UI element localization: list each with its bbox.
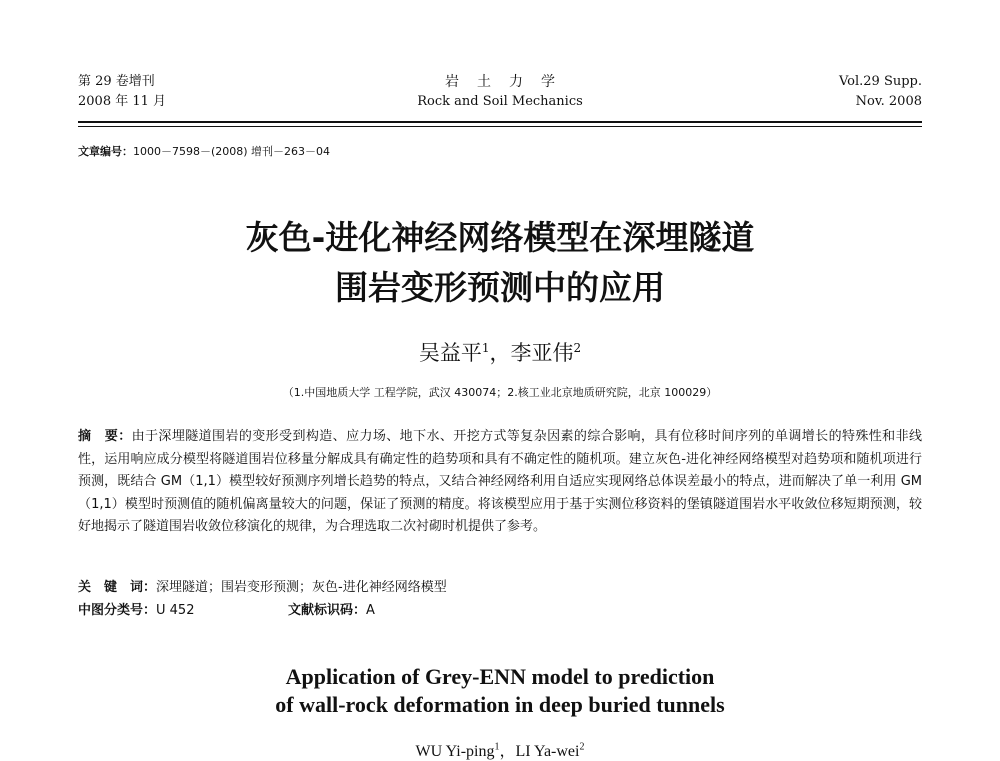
classification-value: U 452 bbox=[156, 603, 195, 618]
journal-header bbox=[78, 70, 922, 114]
en-author-1-sup: 1 bbox=[494, 741, 500, 753]
title-line-2: 围岩变形预测中的应用 bbox=[335, 268, 665, 307]
classification bbox=[78, 599, 922, 618]
author-2: 李亚伟 bbox=[510, 341, 574, 365]
en-author-2-sup: 2 bbox=[579, 741, 585, 753]
title-line-1: 灰色-进化神经网络模型在深埋隧道 bbox=[245, 218, 755, 257]
keywords-label: 关 键 词： bbox=[78, 580, 157, 595]
journal-name-cn: 岩土力学 bbox=[445, 74, 573, 90]
authors-en bbox=[78, 738, 922, 761]
abstract-text: 由于深埋隧道围岩的变形受到构造、应力场、地下水、开挖方式等复杂因素的综合影响，具有位移时间序列的单调增长的特殊性和非线性，运用响应成分模型将隧道围岩位移量分解成具有确定性的趋势项和具有不确定性的随机项。建立灰色-进化神经网络模型对趋势项和随机项进行预测，既结合 GM（1,1）模型较好预测序列增长趋势的特点，又结合神经网络利用自适应实现网络总体误差最小的特点，进而解决了单一利用 GM（1,1）模型时预测值的随机偏离量较大的问题，保证了预测的精度。将该模型应用于基于实测位移资料的堡镇隧道围岩水平收敛位移短期预测，较好地揭示了隧道围岩收敛位移演化的规律，为合理选取二次衬砌时机提供了参考。 bbox=[78, 429, 922, 534]
affiliation: （1.中国地质大学 工程学院，武汉 430074；2.核工业北京地质研究院，北京 100029） bbox=[282, 386, 718, 399]
header-right bbox=[839, 72, 922, 112]
header-rule-thick bbox=[78, 121, 922, 123]
volume-en: Vol.29 Supp. bbox=[838, 74, 922, 89]
paper-title-en bbox=[78, 663, 922, 719]
authors-cn bbox=[78, 337, 922, 367]
author-separator: ， bbox=[489, 341, 511, 365]
author-1-sup: 1 bbox=[481, 341, 490, 355]
paper-title-cn bbox=[78, 213, 922, 313]
journal-name-en: Rock and Soil Mechanics bbox=[417, 94, 583, 109]
classification-label: 中图分类号： bbox=[78, 603, 157, 618]
article-number-value: 1000－7598－(2008) 增刊－263－04 bbox=[133, 145, 331, 158]
en-author-2: LI Ya-wei bbox=[515, 743, 580, 760]
en-author-separator: ， bbox=[499, 743, 516, 760]
document-code-value: A bbox=[366, 603, 375, 618]
date-en: Nov. 2008 bbox=[855, 94, 922, 109]
en-title-line-1: Application of Grey-ENN model to prediction bbox=[285, 664, 715, 689]
header-center bbox=[78, 72, 922, 112]
en-author-1: WU Yi-ping bbox=[415, 743, 495, 760]
article-number bbox=[78, 143, 330, 159]
keywords-text: 深埋隧道；围岩变形预测；灰色-进化神经网络模型 bbox=[156, 580, 447, 595]
abstract-label: 摘 要： bbox=[78, 429, 132, 444]
keywords bbox=[78, 576, 922, 595]
author-2-sup: 2 bbox=[573, 341, 582, 355]
document-code bbox=[288, 599, 375, 618]
author-1: 吴益平 bbox=[418, 341, 482, 365]
document-code-label: 文献标识码： bbox=[288, 603, 367, 618]
issue-date: 2008 年 11 月 bbox=[78, 94, 167, 109]
volume-info: 第 29 卷增刊 bbox=[78, 74, 155, 89]
header-rule-thin bbox=[78, 126, 922, 127]
article-number-label: 文章编号： bbox=[78, 145, 133, 158]
en-title-line-2: of wall-rock deformation in deep buried tunnels bbox=[275, 692, 725, 717]
abstract bbox=[78, 426, 922, 539]
